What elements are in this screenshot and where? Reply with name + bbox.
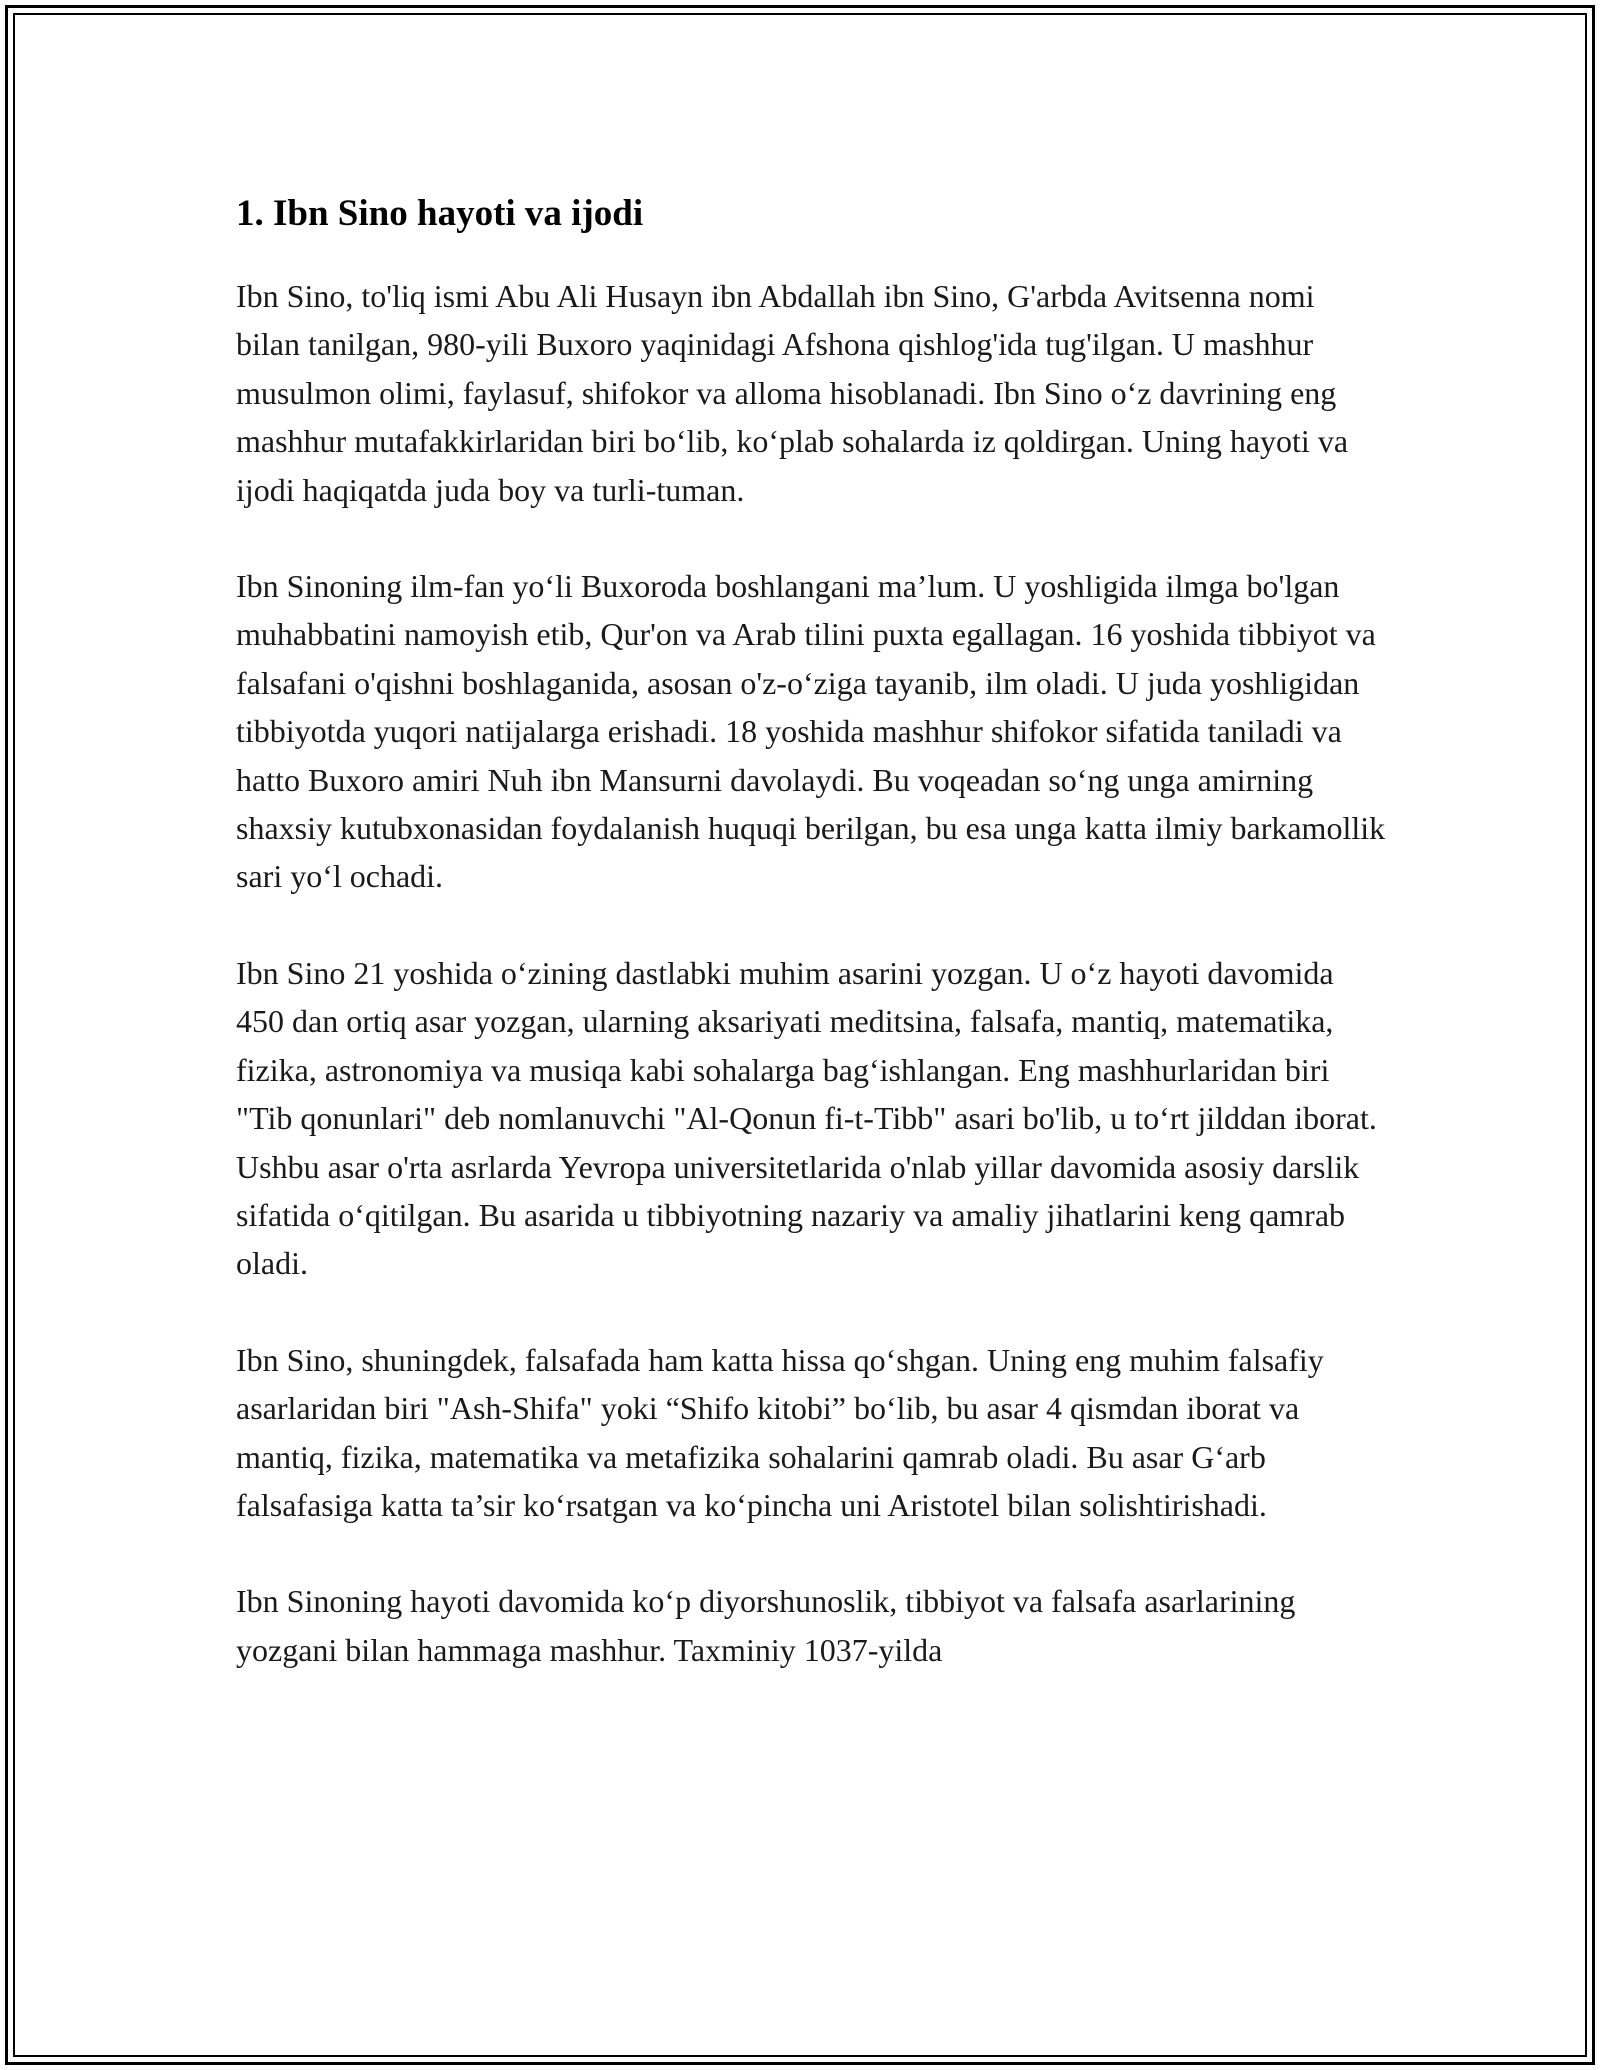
paragraph-legacy: Ibn Sinoning hayoti davomida ko‘p diyorshunoslik, tibbiyot va falsafa asarlarining yozgani bilan hammaga mashhur. Taxminiy 1037-yilda: [236, 1583, 1296, 1668]
paragraph-works: Ibn Sino 21 yoshida o‘zining dastlabki muhim asarini yozgan. U o‘z hayoti davomida 450 dan ortiq asar yozgan, ularning aksariyati meditsina, falsafa, mantiq, matematika, fizika, astronomiya va musiqa kabi sohalarga bag‘ishlangan. Eng mashhurlaridan biri "Tib qonunlari" deb nomlanuvchi "Al-Qonun fi-t-Tibb" asari bo'lib, u to‘rt jilddan iborat. Ushbu asar o'rta asrlarda Yevropa universitetlarida o'nlab yillar davomida asosiy darslik sifatida o‘qitilgan. Bu asarida u tibbiyotning nazariy va amaliy jihatlarini keng qamrab oladi.: [236, 954, 1377, 1282]
paragraph-education: Ibn Sinoning ilm-fan yo‘li Buxoroda boshlangani ma’lum. U yoshligida ilmga bo'lgan muhabbatini namoyish etib, Qur'on va Arab tilini puxta egallagan. 16 yoshida tibbiyot va falsafani o'qishni boshlaganida, asosan o'z-o‘ziga tayanib, ilm oladi. U juda yoshligidan tibbiyotda yuqori natijalarga erishadi. 18 yoshida mashhur shifokor sifatida taniladi va hatto Buxoro amiri Nuh ibn Mansurni davolaydi. Bu voqeadan so‘ng unga amirning shaxsiy kutubxonasidan foydalanish huquqi berilgan, bu esa unga katta ilmiy barkamollik sari yo‘l ochadi.: [236, 568, 1386, 895]
paragraph-birth: Ibn Sino, to'liq ismi Abu Ali Husayn ibn Abdallah ibn Sino, G'arbda Avitsenna nomi bilan tanilgan, 980-yili Buxoro yaqinidagi Afshona qishlog'ida tug'ilgan. U mashhur musulmon olimi, faylasuf, shifokor va alloma hisoblanadi. Ibn Sino o‘z davrining eng mashhur mutafakkirlaridan biri bo‘lib, ko‘plab sohalarda iz qoldirgan. Uning hayoti va ijodi haqiqatda juda boy va turli-tuman.: [236, 278, 1349, 508]
section-heading: 1. Ibn Sino hayoti va ijodi: [236, 193, 644, 234]
document-body: [236, 188, 1386, 1722]
paragraph-philosophy: Ibn Sino, shuningdek, falsafada ham katta hissa qo‘shgan. Uning eng muhim falsafiy asarlaridan biri "Ash-Shifa" yoki “Shifo kitobi” bo‘lib, bu asar 4 qismdan iborat va mantiq, fizika, matematika va metafizika sohalarini qamrab oladi. Bu asar G‘arb falsafasiga katta ta’sir ko‘rsatgan va ko‘pincha uni Aristotel bilan solishtirishadi.: [236, 1341, 1324, 1523]
